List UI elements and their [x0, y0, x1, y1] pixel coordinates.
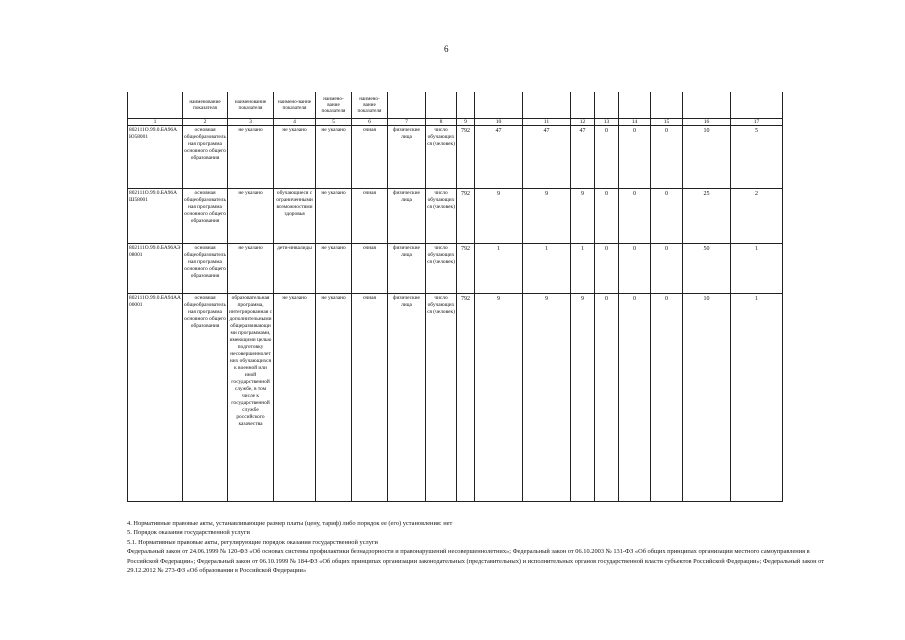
- header-cell: [128, 92, 183, 119]
- table-cell: не указано: [316, 126, 352, 189]
- table-cell: число обучающихся (человек): [426, 244, 457, 294]
- table-cell: 5: [731, 126, 783, 189]
- table-cell: 792: [457, 244, 475, 294]
- registry-code-cell: 802111О.99.0.БА94АА00001: [128, 294, 183, 502]
- column-number: 3: [228, 119, 274, 126]
- header-cell: наимено-вание показателя: [316, 92, 352, 119]
- table-cell: не указано: [228, 126, 274, 189]
- table-cell: дети-инвалиды: [274, 244, 316, 294]
- table-cell: 0: [595, 126, 619, 189]
- table-cell: 0: [595, 189, 619, 244]
- header-cell: [571, 92, 595, 119]
- table-cell: физические лица: [388, 244, 426, 294]
- header-cell: наимено-вание показателя: [274, 92, 316, 119]
- header-cell: [523, 92, 571, 119]
- table-cell: 0: [619, 294, 651, 502]
- column-number-row: [128, 119, 783, 126]
- notes-section: [127, 519, 827, 575]
- table-cell: 9: [475, 189, 523, 244]
- table-cell: 25: [683, 189, 731, 244]
- table-cell: 1: [523, 244, 571, 294]
- table-row: [128, 244, 783, 294]
- column-number: 11: [523, 119, 571, 126]
- header-cell: [731, 92, 783, 119]
- table-cell: 9: [571, 189, 595, 244]
- header-cell: [388, 92, 426, 119]
- table-cell: не указано: [228, 244, 274, 294]
- table-cell: не указано: [316, 189, 352, 244]
- header-cell: [651, 92, 683, 119]
- table-cell: очная: [352, 189, 388, 244]
- table-cell: 9: [475, 294, 523, 502]
- header-cell: [457, 92, 475, 119]
- table-cell: 0: [651, 189, 683, 244]
- table-cell: образовательная программа, интегрированная с дополнительными общеразвивающими программами, имеющими целью подготовку несовершеннолетних обучающихся к военной или иной государственной службе, в том числе к государственной службе российского казачества: [228, 294, 274, 502]
- table-cell: 1: [731, 244, 783, 294]
- column-number: 2: [183, 119, 228, 126]
- table-cell: не указано: [274, 294, 316, 502]
- column-number: 6: [352, 119, 388, 126]
- table-cell: очная: [352, 126, 388, 189]
- table-cell: 0: [595, 244, 619, 294]
- column-number: 10: [475, 119, 523, 126]
- table-cell: не указано: [316, 244, 352, 294]
- table-cell: 47: [571, 126, 595, 189]
- header-cell: наимено-вание показателя: [352, 92, 388, 119]
- table-cell: основная общеобразовательная программа основного общего образования: [183, 294, 228, 502]
- table-cell: число обучающихся (человек): [426, 126, 457, 189]
- table-cell: 0: [619, 244, 651, 294]
- column-number: 12: [571, 119, 595, 126]
- column-number: 14: [619, 119, 651, 126]
- table-cell: 1: [571, 244, 595, 294]
- table-header-row: [128, 92, 783, 119]
- column-number: 16: [683, 119, 731, 126]
- column-number: 7: [388, 119, 426, 126]
- table-cell: 1: [475, 244, 523, 294]
- table-cell: 9: [571, 294, 595, 502]
- registry-code-cell: 802111О.99.0.БА96АЮ58001: [128, 126, 183, 189]
- table-cell: число обучающихся (человек): [426, 294, 457, 502]
- table-cell: 0: [595, 294, 619, 502]
- header-cell: наименование показателя: [228, 92, 274, 119]
- table-cell: число обучающихся (человек): [426, 189, 457, 244]
- table-cell: 792: [457, 294, 475, 502]
- table-cell: очная: [352, 244, 388, 294]
- table-cell: не указано: [316, 294, 352, 502]
- note-federal-laws: Федеральный закон от 24.06.1999 № 120-ФЗ «Об основах системы профилактики безнадзорности и правонарушений несовершеннолетних»; Федеральный закон от 06.10.2003 № 131-ФЗ «Об общих принципах организации местного самоуправления в Российской Федерации»; Федеральный закон от 06.10.1999 № 184-ФЗ «Об общих принципах организации законодательных (представительных) и исполнительных органов государственной власти субъектов Российской Федерации»; Федеральный закон от 29.12.2012 № 273-ФЗ «Об образовании в Российской Федерации»: [127, 548, 825, 575]
- table-cell: 0: [619, 189, 651, 244]
- table-cell: 9: [523, 294, 571, 502]
- note-payment-acts: 4. Нормативные правовые акты, устанавливающие размер платы (цену, тариф) либо порядок ее (его) установления: нет: [127, 520, 453, 527]
- table-cell: очная: [352, 294, 388, 502]
- table-cell: 0: [651, 126, 683, 189]
- table-cell: 10: [683, 126, 731, 189]
- table-cell: 10: [683, 294, 731, 502]
- table-cell: обучающиеся с ограниченными возможностями здоровья: [274, 189, 316, 244]
- column-number: 15: [651, 119, 683, 126]
- table-cell: 792: [457, 126, 475, 189]
- column-number: 13: [595, 119, 619, 126]
- table-cell: 1: [731, 294, 783, 502]
- registry-code-cell: 802111О.99.0.БА96АЭ08001: [128, 244, 183, 294]
- table-cell: основная общеобразовательная программа основного общего образования: [183, 244, 228, 294]
- table-cell: 0: [651, 294, 683, 502]
- header-cell: [619, 92, 651, 119]
- table-row: [128, 126, 783, 189]
- table-cell: 792: [457, 189, 475, 244]
- table-cell: 50: [683, 244, 731, 294]
- table-row: [128, 294, 783, 502]
- column-number: 5: [316, 119, 352, 126]
- note-service-procedure: 5. Порядок оказания государственной услуги: [127, 529, 250, 537]
- column-number: 8: [426, 119, 457, 126]
- header-cell: [683, 92, 731, 119]
- table-cell: физические лица: [388, 189, 426, 244]
- column-number: 1: [128, 119, 183, 126]
- table-cell: не указано: [228, 189, 274, 244]
- header-cell: [426, 92, 457, 119]
- header-cell: [475, 92, 523, 119]
- table-cell: 47: [523, 126, 571, 189]
- table-cell: 9: [523, 189, 571, 244]
- service-volume-table: [127, 92, 783, 502]
- note-regulating-acts: 5.1. Нормативные правовые акты, регулирующие порядок оказания государственной услуги: [127, 538, 378, 546]
- column-number: 9: [457, 119, 475, 126]
- header-cell: наименование показателя: [183, 92, 228, 119]
- registry-code-cell: 802111О.99.0.БА96АШ58001: [128, 189, 183, 244]
- table-cell: не указано: [274, 126, 316, 189]
- table-cell: физические лица: [388, 294, 426, 502]
- table-cell: 2: [731, 189, 783, 244]
- page-number: 6: [444, 44, 449, 54]
- table-row: [128, 189, 783, 244]
- column-number: 4: [274, 119, 316, 126]
- table-cell: физические лица: [388, 126, 426, 189]
- column-number: 17: [731, 119, 783, 126]
- table-cell: 47: [475, 126, 523, 189]
- table-cell: основная общеобразовательная программа основного общего образования: [183, 126, 228, 189]
- header-cell: [595, 92, 619, 119]
- table-cell: 0: [651, 244, 683, 294]
- table-cell: 0: [619, 126, 651, 189]
- table-cell: основная общеобразовательная программа основного общего образования: [183, 189, 228, 244]
